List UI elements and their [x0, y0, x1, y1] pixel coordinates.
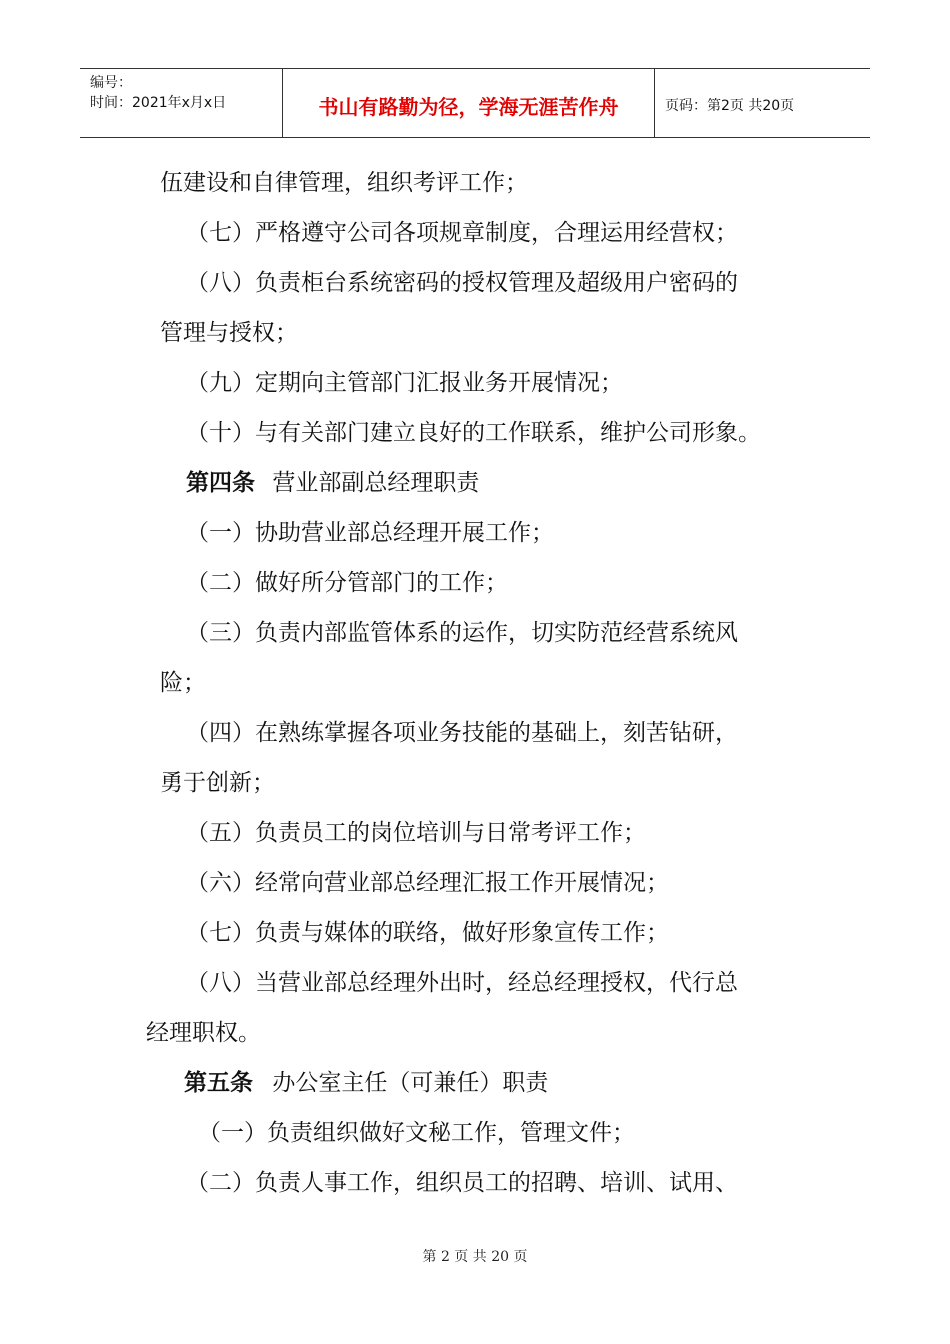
body-line: 险； [160, 670, 206, 696]
article-title: 营业部副总经理职责 [272, 470, 480, 496]
page-header [80, 68, 870, 138]
body-line: （八）当营业部总经理外出时，经总经理授权，代行总 [186, 970, 738, 996]
body-line: （七）严格遵守公司各项规章制度，合理运用经营权； [186, 220, 738, 246]
body-line: （一）协助营业部总经理开展工作； [186, 520, 554, 546]
body-line: （八）负责柜台系统密码的授权管理及超级用户密码的 [186, 270, 738, 296]
body-line: （二）做好所分管部门的工作； [186, 570, 508, 596]
header-motto: 书山有路勤为径，学海无涯苦作舟 [283, 69, 655, 137]
body-line: （三）负责内部监管体系的运作，切实防范经营系统风 [186, 620, 738, 646]
body-line: （七）负责与媒体的联络，做好形象宣传工作； [186, 920, 669, 946]
header-page-info: 页码：第2页 共20页 [665, 98, 795, 114]
article-number: 第四条 [186, 470, 255, 496]
article-number: 第五条 [184, 1070, 253, 1096]
body-line: 管理与授权； [160, 320, 298, 346]
body-line: （二）负责人事工作，组织员工的招聘、培训、试用、 [186, 1170, 738, 1196]
section-heading [186, 468, 479, 498]
section-heading [184, 1068, 548, 1098]
body-line: 勇于创新； [160, 770, 275, 796]
body-line: （五）负责员工的岗位培训与日常考评工作； [186, 820, 646, 846]
body-line: 伍建设和自律管理，组织考评工作； [160, 170, 528, 196]
body-line: （一）负责组织做好文秘工作，管理文件； [198, 1120, 635, 1146]
article-title: 办公室主任（可兼任）职责 [272, 1070, 549, 1096]
date-label: 时间：2021年x月x日 [90, 95, 227, 111]
serial-label: 编号： [90, 75, 132, 91]
body-line: （六）经常向营业部总经理汇报工作开展情况； [186, 870, 669, 896]
body-line: （九）定期向主管部门汇报业务开展情况； [186, 370, 623, 396]
page-footer: 第 2 页 共 20 页 [422, 1249, 528, 1265]
body-line: （十）与有关部门建立良好的工作联系，维护公司形象。 [186, 420, 761, 446]
header-meta [80, 69, 283, 137]
body-line: （四）在熟练掌握各项业务技能的基础上，刻苦钻研， [186, 720, 738, 746]
body-line: 经理职权。 [146, 1020, 261, 1046]
